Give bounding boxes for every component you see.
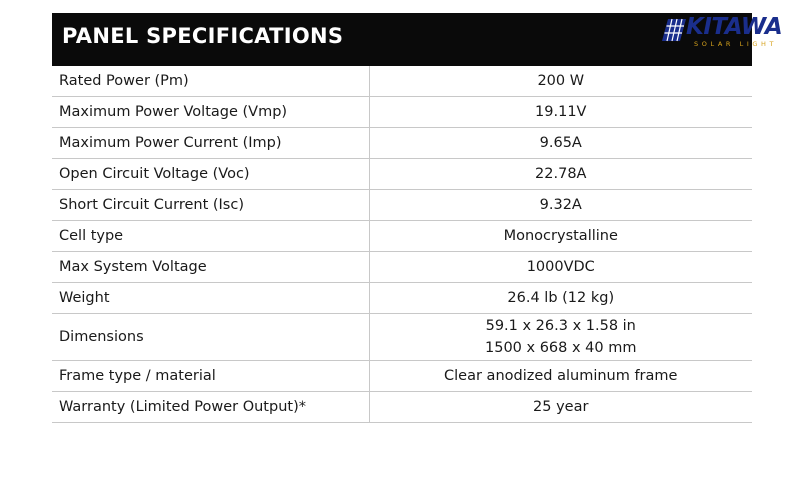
spec-value [369, 314, 752, 361]
logo-wordmark: KITAWA [686, 14, 783, 40]
spec-label: Maximum Power Current (Imp) [52, 128, 369, 159]
spec-label: Cell type [52, 221, 369, 252]
table-row [52, 361, 752, 392]
table-row [52, 97, 752, 128]
dimensions-metric: 1500 x 668 x 40 mm [485, 340, 637, 356]
spec-label: Rated Power (Pm) [52, 66, 369, 97]
spec-label: Short Circuit Current (Isc) [52, 190, 369, 221]
table-row [52, 392, 752, 423]
spec-label: Weight [52, 283, 369, 314]
page-title: PANEL SPECIFICATIONS [62, 24, 344, 48]
spec-label: Frame type / material [52, 361, 369, 392]
table-row [52, 66, 752, 97]
spec-value: 25 year [369, 392, 752, 423]
specifications-table [52, 66, 752, 423]
table-row [52, 252, 752, 283]
table-row [52, 283, 752, 314]
table-row [52, 159, 752, 190]
spec-label: Warranty (Limited Power Output)* [52, 392, 369, 423]
spec-label: Dimensions [52, 314, 369, 361]
spec-value: 22.78A [369, 159, 752, 190]
spec-value: 9.32A [369, 190, 752, 221]
table-row [52, 190, 752, 221]
logo-tagline: SOLAR LIGHT [694, 40, 778, 48]
table-row [52, 221, 752, 252]
spec-value: 19.11V [369, 97, 752, 128]
spec-value: Clear anodized aluminum frame [369, 361, 752, 392]
spec-value: 1000VDC [369, 252, 752, 283]
spec-label: Max System Voltage [52, 252, 369, 283]
spec-value: Monocrystalline [369, 221, 752, 252]
spec-value: 9.65A [369, 128, 752, 159]
solar-panel-icon [660, 17, 686, 43]
table-row [52, 128, 752, 159]
spec-label: Open Circuit Voltage (Voc) [52, 159, 369, 190]
spec-value: 200 W [369, 66, 752, 97]
brand-logo [660, 14, 783, 55]
spec-value: 26.4 lb (12 kg) [369, 283, 752, 314]
table-row [52, 314, 752, 361]
dimensions-imperial: 59.1 x 26.3 x 1.58 in [485, 318, 636, 334]
spec-label: Maximum Power Voltage (Vmp) [52, 97, 369, 128]
